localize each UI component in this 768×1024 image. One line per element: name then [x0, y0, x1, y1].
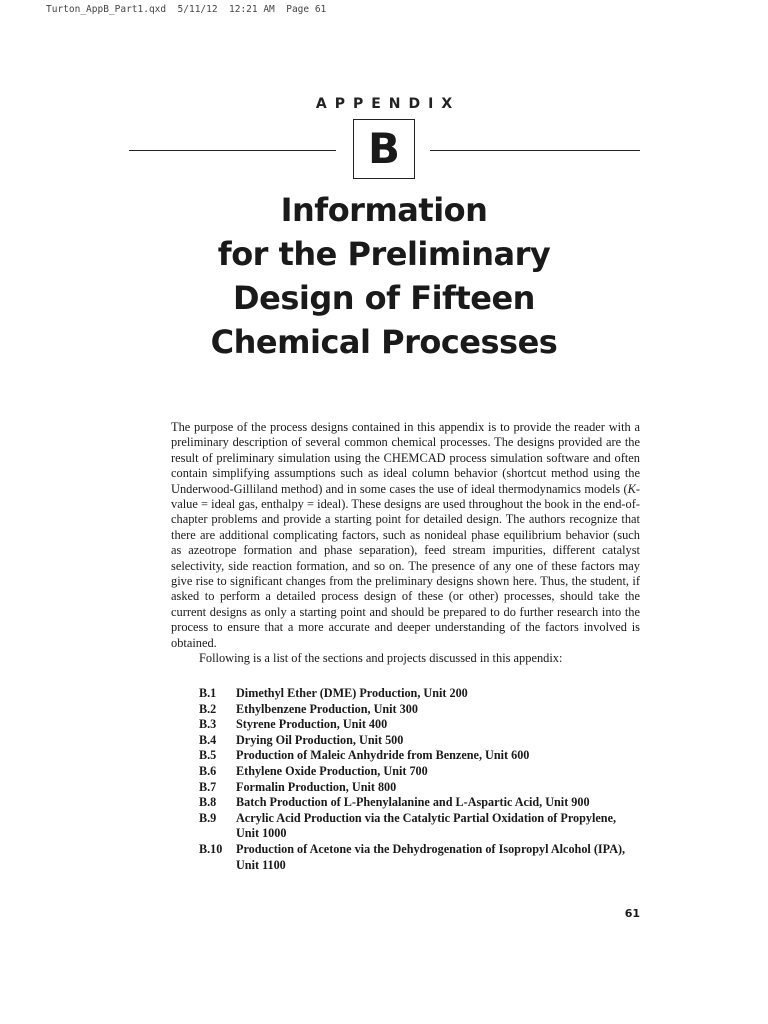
- print-slug: Turton_AppB_Part1.qxd 5/11/12 12:21 AM Page 61: [46, 4, 327, 15]
- section-title: Ethylbenzene Production, Unit 300: [236, 701, 418, 716]
- title-line: for the Preliminary: [217, 235, 551, 273]
- section-list: [199, 686, 639, 873]
- title-line: Information: [280, 191, 488, 229]
- intro-paragraph: [171, 420, 640, 651]
- section-list-item: [199, 811, 639, 842]
- section-number: B.8: [199, 795, 217, 810]
- section-list-item: [199, 780, 639, 796]
- section-list-item: [199, 733, 639, 749]
- section-list-item: [199, 686, 639, 702]
- section-list-item: [199, 717, 639, 733]
- section-title: Dimethyl Ether (DME) Production, Unit 200: [236, 686, 468, 700]
- section-number: B.2: [199, 701, 217, 716]
- section-list-item: [199, 702, 639, 718]
- intro-text-part: The purpose of the process designs contained in this appendix is to provide the reader with a preliminary description of several common chemical processes. The designs provided are the result of preliminary simulation using the CHEMCAD process simulation software and often contain simplifying assumptions such as ideal column behavior (shortcut method using the Underwood-Gilliland method) and in some cases the use of ideal thermodynamics models (: [171, 420, 640, 496]
- section-number: B.6: [199, 763, 217, 778]
- section-number: B.9: [199, 810, 217, 825]
- section-number: B.7: [199, 779, 217, 794]
- section-number: B.1: [199, 686, 217, 700]
- section-title: Ethylene Oxide Production, Unit 700: [236, 763, 428, 778]
- section-list-item: [199, 795, 639, 811]
- appendix-title: [0, 188, 768, 364]
- section-title: Batch Production of L-Phenylalanine and L-Aspartic Acid, Unit 900: [236, 795, 590, 810]
- title-line: Chemical Processes: [210, 323, 558, 361]
- section-number: B.4: [199, 732, 217, 747]
- list-intro-paragraph: Following is a list of the sections and projects discussed in this appendix:: [199, 651, 563, 666]
- section-title: Formalin Production, Unit 800: [236, 779, 397, 794]
- section-list-item: [199, 764, 639, 780]
- section-number: B.3: [199, 717, 217, 732]
- k-value-symbol: K: [627, 481, 636, 496]
- header-rule-left: [129, 150, 336, 151]
- section-number: B.5: [199, 748, 217, 763]
- page-number: 61: [624, 907, 640, 920]
- title-line: Design of Fifteen: [233, 279, 535, 317]
- section-number: B.10: [199, 841, 223, 856]
- section-title: Styrene Production, Unit 400: [236, 717, 388, 732]
- section-title: Drying Oil Production, Unit 500: [236, 732, 404, 747]
- appendix-letter-box: B: [353, 119, 415, 179]
- section-title: Production of Maleic Anhydride from Benzene, Unit 600: [236, 748, 530, 763]
- section-title: Production of Acetone via the Dehydrogenation of Isopropyl Alcohol (IPA), Unit 1100: [236, 841, 626, 872]
- section-list-item: [199, 748, 639, 764]
- intro-text-part: -value = ideal gas, enthalpy = ideal). These designs are used throughout the book in the end-of-chapter problems and provide a starting point for detailed design. The authors recognize that there are additional complicating factors, such as nonideal phase equilibrium behavior (such as azeotrope formation and phase separation), feed stream impurities, different catalyst selectivity, side reaction formation, and so on. The presence of any one of these factors may give rise to significant changes from the preliminary designs shown here. Thus, the student, if asked to perform a detailed process design of these (or other) processes, should take the current designs as only a starting point and should be prepared to do further research into the process to ensure that a more accurate and deeper understanding of the factors involved is obtained.: [171, 481, 640, 650]
- header-rule-right: [430, 150, 640, 151]
- section-title: Acrylic Acid Production via the Catalytic Partial Oxidation of Propylene, Unit 1000: [236, 810, 617, 841]
- intro-text: [171, 420, 640, 667]
- section-list-item: [199, 842, 639, 873]
- appendix-label: APPENDIX: [315, 96, 461, 112]
